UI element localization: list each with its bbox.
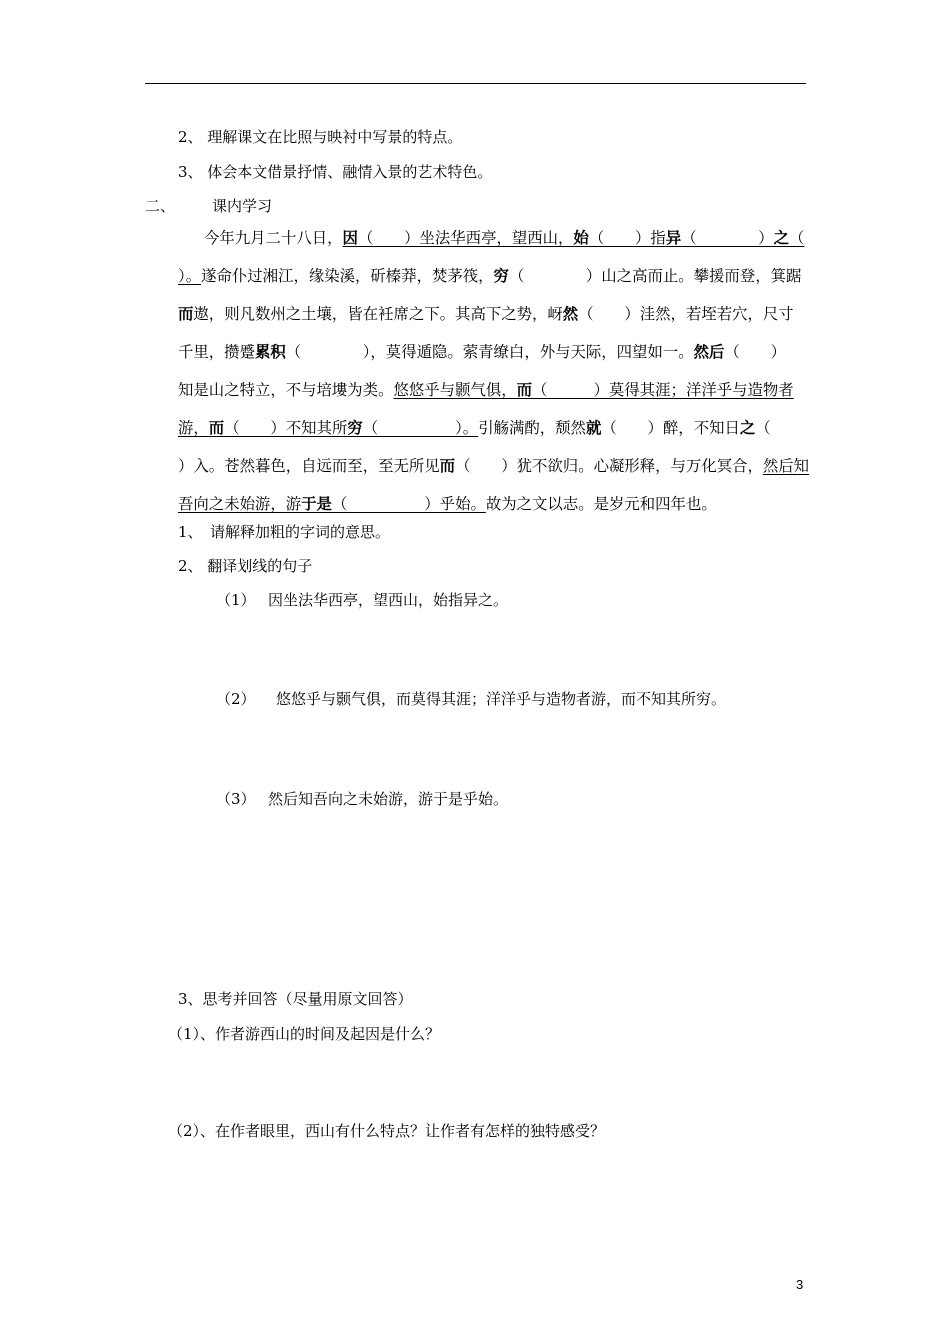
section-number: 二、 [145,197,176,215]
translate-1-number: （1） [216,591,256,609]
passage-line-7: ）入。苍然暮色，自远而至，至无所见而（ ）犹不欲归。心凝形释，与万化冥合，然后知 [178,457,810,475]
passage-line-8: 吾向之未始游，游于是（ ）乎始。故为之文以志。是岁元和四年也。 [178,495,717,513]
passage-line-6: 游，而（ ）不知其所穷（ ）。引觞满酌，颓然就（ ）醉，不知日之（ [178,419,771,437]
objective-2: 2、 理解课文在比照与映衬中写景的特点。 [178,128,463,146]
question-3-1: （1）、作者游西山的时间及起因是什么？ [168,1025,441,1043]
passage-line-4: 千里，攒蹙累积（ ），莫得遁隐。萦青缭白，外与天际，四望如一。然后（ ） [178,343,786,361]
question-2: 2、 翻译划线的句子 [178,557,313,575]
translate-1-text: 因坐法华西亭，望西山，始指异之。 [268,591,509,609]
translate-2-number: （2） [216,690,256,708]
passage-line-2: ）。遂命仆过湘江，缘染溪，斫榛莽，焚茅筏，穷（ ）山之高而止。攀援而登，箕踞 [178,267,802,285]
passage-line-1: 今年九月二十八日，因（ ）坐法华西亭，望西山，始（ ）指异（ ）之（ [204,229,805,247]
question-3: 3、思考并回答（尽量用原文回答） [178,990,413,1008]
translate-3-number: （3） [216,790,256,808]
question-3-2: （2）、在作者眼里，西山有什么特点？让作者有怎样的独特感受？ [168,1122,606,1140]
translate-2-text: 悠悠乎与颢气俱，而莫得其涯；洋洋乎与造物者游，而不知其所穷。 [276,690,727,708]
translate-3-text: 然后知吾向之未始游，游于是乎始。 [268,790,509,808]
passage-line-3: 而遨，则凡数州之土壤，皆在衽席之下。其高下之势，岈然（ ）洼然，若垤若穴，尺寸 [178,305,794,323]
objective-3: 3、 体会本文借景抒情、融情入景的艺术特色。 [178,163,493,181]
question-1: 1、 请解释加粗的字词的意思。 [178,523,391,541]
section-title: 课内学习 [212,197,273,215]
passage-line-5: 知是山之特立，不与培塿为类。悠悠乎与颢气俱，而（ ）莫得其涯；洋洋乎与造物者 [178,381,794,399]
passage [178,219,808,523]
header-rule [145,83,806,84]
page-number: 3 [796,1277,804,1292]
